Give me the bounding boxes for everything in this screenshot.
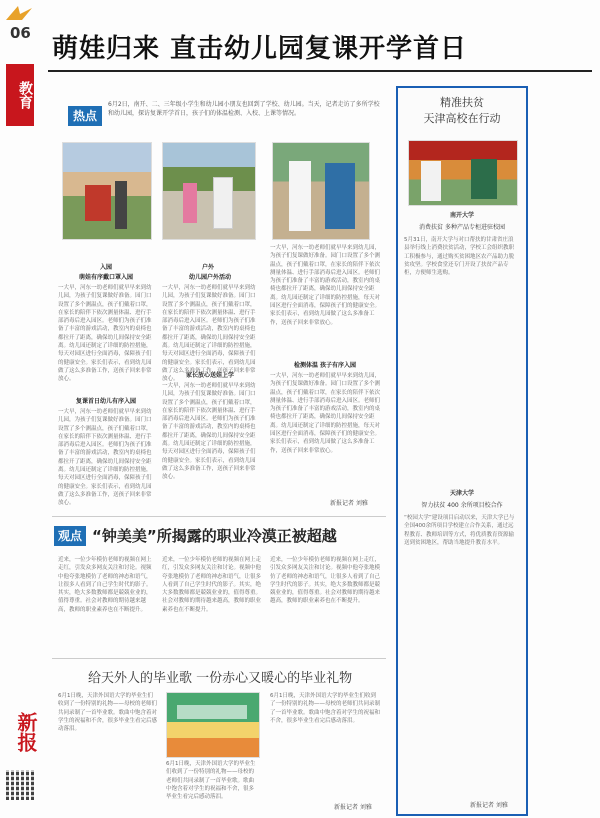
intro-text: 6月2日，南开、二、三年级小学生和幼儿园小朋友也回到了学校、幼儿园。当天，记者走访了多所学校和幼儿园，探访复课开学首日，孩子们的体温检测、入校、上课等情况。 — [108, 101, 380, 117]
hot-label: 热点 — [68, 106, 102, 126]
col1-text: 一大早，河东一幼老师们就早早来到幼儿园，为孩子们复课做好准备。园门口设置了多个测温点，孩子们戴着口罩，在家长的陪伴下依次测量体温、进行手部消毒后进入园区。老师们为孩子们准备了丰富的游戏活动，教室内的桌椅也都拉开了距离，确保幼儿间保持安全距离。幼儿园还制定了详细的防控措施，每天对园区进行全面消毒，保障孩子们的健康安全。家长们表示，看到幼儿园做了这么多准备工作，送孩子回来非常放心。 — [58, 285, 152, 383]
right-byline: 新报记者 刘雅 — [470, 802, 508, 809]
col2-text: 一大早，河东一幼老师们就早早来到幼儿园，为孩子们复课做好准备。园门口设置了多个测温点，孩子们戴着口罩，在家长的陪伴下依次测量体温、进行手部消毒后进入园区。老师们为孩子们准备了丰富的游戏活动，教室内的桌椅也都拉开了距离，确保幼儿间保持安全距离。幼儿园还制定了详细的防控措施，每天对园区进行全面消毒，保障孩子们的健康安全。家长们表示，看到幼儿园做了这么多准备工作，送孩子回来非常放心。 — [162, 285, 256, 383]
story2-title: 给天外人的毕业歌 一份赤心又暖心的毕业礼物 — [88, 671, 353, 686]
photo-temperature — [272, 142, 370, 240]
col3-text: 一大早，河东一幼老师们就早早来到幼儿园，为孩子们复课做好准备。园门口设置了多个测温点，孩子们戴着口罩，在家长的陪伴下依次测量体温、进行手部消毒后进入园区。老师们为孩子们准备了丰富的游戏活动，教室内的桌椅也都拉开了距离，确保幼儿间保持安全距离。幼儿园还制定了详细的防控措施，每天对园区进行全面消毒，保障孩子们的健康安全。家长们表示，看到幼儿园做了这么多准备工作，送孩子回来非常放心。 — [270, 245, 381, 326]
newspaper-logo: 新报 — [14, 712, 38, 752]
right-sub2: 天津大学 — [449, 490, 474, 497]
col2-heading2: 家长放心送娃上学 — [185, 372, 234, 379]
section-ornament-icon — [4, 4, 34, 22]
headline-rule — [48, 70, 592, 72]
col3-byline: 新报记者 刘雅 — [330, 500, 368, 507]
right-title-1: 精准扶贫 — [440, 96, 484, 109]
right-sub1b: 消费扶贫 多种产品专柜进驻校园 — [419, 224, 505, 231]
opinion-col2: 近来，一位少年模仿老师的视频在网上走红，引发众多网友关注和讨论。视频中他夸张地模仿了老师的神态和语气，让很多人看到了自己学生时代的影子。其实，绝大多数教师都是兢兢业业的，值得尊重。社会对教师的期待越来越高，教师的职业素养也在不断提升。 — [162, 557, 262, 613]
right-sub1: 南开大学 — [449, 212, 474, 219]
photo-caption-2: 户外 — [201, 264, 214, 271]
photo-caption-1: 入园 — [99, 264, 112, 271]
story2-photo — [166, 692, 260, 758]
opinion-label: 观点 — [54, 526, 86, 546]
right-text1: 5月31日，南开大学与对口帮扶的甘肃省庄浪县举行线上消费扶贫活动，学校工会组织教职工积极参与，通过购买贫困地区农产品助力脱贫攻坚。学校食堂还专门开设了扶贫产品专柜，方便师生选购。 — [404, 237, 515, 277]
opinion-col1: 近来，一位少年模仿老师的视频在网上走红，引发众多网友关注和讨论。视频中他夸张地模仿了老师的神态和语气，让很多人看到了自己学生时代的影子。其实，绝大多数教师都是兢兢业业的，值得尊重。社会对教师的期待越来越高，教师的职业素养也在不断提升。 — [58, 557, 152, 613]
col2-text2: 一大早，河东一幼老师们就早早来到幼儿园，为孩子们复课做好准备。园门口设置了多个测温点，孩子们戴着口罩，在家长的陪伴下依次测量体温、进行手部消毒后进入园区。老师们为孩子们准备了丰富的游戏活动，教室内的桌椅也都拉开了距离，确保幼儿间保持安全距离。幼儿园还制定了详细的防控措施，每天对园区进行全面消毒，保障孩子们的健康安全。家长们表示，看到幼儿园做了这么多准备工作，送孩子回来非常放心。 — [162, 383, 256, 481]
page-headline: 萌娃归来 直击幼儿园复课开学首日 — [52, 34, 468, 64]
story2-col2: 6月1日晚，天津外国语大学的毕业生们收到了一份特别的礼物——母校的老师们共同录制了一首毕业歌。歌曲中饱含着对学生的祝福和不舍，很多毕业生看完后感动落泪。 — [166, 761, 256, 801]
col1-heading2: 复课首日幼儿有序入园 — [75, 398, 136, 405]
col3-heading: 检测体温 孩子有序入园 — [293, 362, 357, 369]
opinion-title: “钟美美”所揭露的职业冷漠正被超越 — [92, 527, 337, 545]
divider — [52, 516, 386, 517]
section-name: 教育 — [17, 81, 33, 109]
story2-col1: 6月1日晚，天津外国语大学的毕业生们收到了一份特别的礼物——母校的老师们共同录制了一首毕业歌。歌曲中饱含着对学生的祝福和不舍，很多毕业生看完后感动落泪。 — [58, 693, 158, 733]
right-title-2: 天津高校在行动 — [423, 112, 501, 125]
story2-byline: 新报记者 刘雅 — [334, 804, 372, 811]
right-sub2b: 智力扶贫 400 余所项目校合作 — [421, 502, 503, 509]
story2-col3: 6月1日晚，天津外国语大学的毕业生们收到了一份特别的礼物——母校的老师们共同录制了一首毕业歌。歌曲中饱含着对学生的祝福和不舍，很多毕业生看完后感动落泪。 — [270, 693, 381, 724]
opinion-col3: 近来，一位少年模仿老师的视频在网上走红，引发众多网友关注和讨论。视频中他夸张地模仿了老师的神态和语气，让很多人看到了自己学生时代的影子。其实，绝大多数教师都是兢兢业业的，值得尊重。社会对教师的期待越来越高，教师的职业素养也在不断提升。 — [270, 557, 381, 605]
col2-heading: 幼儿园户外活动 — [188, 274, 231, 281]
col1-heading: 萌娃有序戴口罩入园 — [78, 274, 133, 281]
right-photo — [408, 140, 518, 206]
left-margin — [0, 0, 42, 818]
right-text2: “校园大学”建设项目启动以来，天津大学已与全国400余所项目学校建立合作关系，通过远程教育、教师培训等方式，将优质教育资源输送到贫困地区，帮助当地提升教育水平。 — [404, 515, 515, 546]
col1-text2: 一大早，河东一幼老师们就早早来到幼儿园，为孩子们复课做好准备。园门口设置了多个测温点，孩子们戴着口罩，在家长的陪伴下依次测量体温、进行手部消毒后进入园区。老师们为孩子们准备了丰富的游戏活动，教室内的桌椅也都拉开了距离，确保幼儿间保持安全距离。幼儿园还制定了详细的防控措施，每天对园区进行全面消毒，保障孩子们的健康安全。家长们表示，看到幼儿园做了这么多准备工作，送孩子回来非常放心。 — [58, 409, 152, 507]
col3-text2: 一大早，河东一幼老师们就早早来到幼儿园，为孩子们复课做好准备。园门口设置了多个测温点，孩子们戴着口罩，在家长的陪伴下依次测量体温、进行手部消毒后进入园区。老师们为孩子们准备了丰富的游戏活动，教室内的桌椅也都拉开了距离，确保幼儿间保持安全距离。幼儿园还制定了详细的防控措施，每天对园区进行全面消毒，保障孩子们的健康安全。家长们表示，看到幼儿园做了这么多准备工作，送孩子回来非常放心。 — [270, 373, 381, 454]
page-number: 06 — [10, 24, 31, 42]
photo-outdoor — [162, 142, 256, 240]
photo-entrance — [62, 142, 152, 240]
divider-2 — [52, 658, 386, 659]
